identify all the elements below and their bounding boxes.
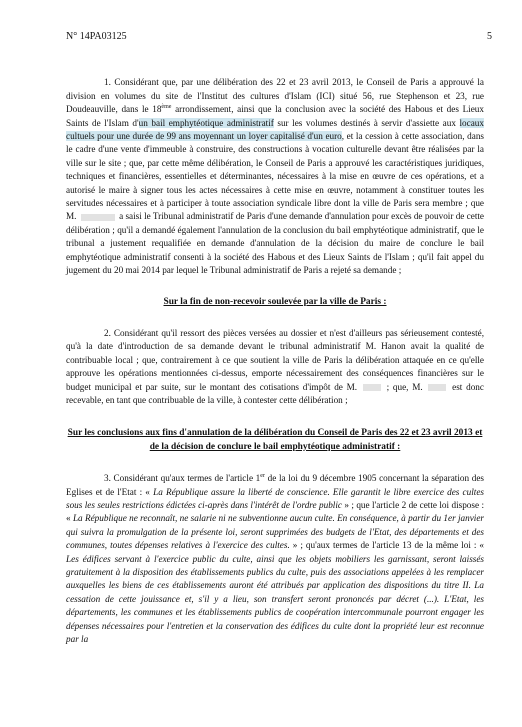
quote-article-13: Les édifices servant à l'exercice public du culte, ainsi que les objets mobiliers les garnissant, seront laissés gratuitement à la disposition des établissements publics du culte, puis des associations appelées à les remplacer auxquelles les biens de ces établissements auront été attribués par application des dispositions du titre II. La cessation de cette jouissance et, s'il y a lieu, son transfert seront prononcés par décret (...). L'Etat, les départements, les communes et les établissements publics de coopération intercommunale pourront engager les dépenses nécessaires pour l'entretien et la conservation des édifices du culte dont la propriété leur est reconnue par la [66,553,484,645]
p1-sup: ème [161,104,172,111]
paragraph-1 [66,76,484,277]
page-number: 5 [487,31,492,42]
paragraph-2 [66,327,484,407]
section-heading-2: Sur les conclusions aux fins d'annulation de la délibération du Conseil de Paris des 22 et 23 avril 2013 et de la décision de conclure le bail emphytéotique administratif : [67,428,483,452]
redacted-name [81,214,115,221]
p3-text-d: » ; qu'aux termes de l'article 13 de la même loi : « [289,540,485,551]
p3-sup: er [260,473,265,480]
quote-article-2: La République ne reconnaît, ne salarie ni ne subventionne aucun culte. En conséquence, à partir du 1er janvier qui suivra la promulgation de la présente loi, seront supprimées des budgets de l'Etat, des départements et des communes, toutes dépenses relatives à l'exercice des cultes. [66,513,484,551]
p1-text-e: a saisi le Tribunal administratif de Paris d'une demande d'annulation pour excès de pouvoir de cette délibération ; qu'il a demandé également l'annulation de la conclusion du bail emphytéotique administratif, que le tribunal a justement requalifiée en demande d'annulation de la décision du maire de conclure le bail emphytéotique administratif consenti à la société des Habous et des Lieux Saints de l'Islam ; qu'il fait appel du jugement du 20 mai 2014 par lequel le Tribunal administratif de Paris a rejeté sa demande ; [66,211,485,276]
p3-text-c: » ; que l'article 2 de cette loi dispose : « [66,499,484,524]
p3-text-b: de la loi du 9 décembre 1905 concernant la séparation des Eglises et de l'Etat : « [66,473,485,497]
quote-article-1: La République assure la liberté de conscience. Elle garantit le libre exercice des cultes sous les seules restrictions édictées ci-après dans l'intérêt de l'ordre public [66,486,484,510]
highlight-bail: un bail emphytéotique administratif [138,117,274,128]
p3-text-a: 3. Considérant qu'aux termes de l'article 1 [104,473,261,484]
redacted-name [363,384,381,391]
p1-text-b: arrondissement, ainsi que la conclusion avec la société des Habous et des Lieux Saints de l'Islam d' [66,104,484,128]
section-heading-1: Sur la fin de non-recevoir soulevée par la ville de Paris : [163,296,387,307]
page-header [66,30,492,43]
highlight-loyer: locaux cultuels pour une durée de 99 ans moyennant un loyer capitalisé d'un euro [66,117,484,142]
p2-text-b: ; que, M. [386,381,423,392]
redacted-name [428,384,446,391]
p1-text-a: 1. Considérant que, par une délibération des 22 et 23 avril 2013, le Conseil de Paris a approuvé la division en volumes du site de l'Institut des cultures d'Islam (ICI) situé 56, rue Stephenson et 23, rue Doudeauville, dans le 18 [66,77,484,115]
paragraph-3 [66,472,484,646]
p1-text-c: sur les volumes destinés à servir d'assiette aux [273,117,460,128]
p1-text-d: , et la cession à cette association, dans le cadre d'une vente d'immeuble à construire, des constructions à vocation culturelle devant être réalisées par la ville sur le site ; que, par cette même délibération, le Conseil de Paris a approuvé les caractéristiques juridiques, techniques et financières, essentielles et déterminantes, nécessaires à la mise en œuvre de ces opérations, et a autorisé le maire à signer tous les actes nécessaires à cette mise en œuvre, notamment à constituer toutes les servitudes nécessaires et à participer à toute association syndicale libre dont la ville de Paris sera membre ; que M. [66,131,484,222]
case-number: N° 14PA03125 [66,31,127,42]
p2-text-c: est donc recevable, en tant que contribuable de la ville, à contester cette délibération ; [66,381,484,405]
p2-text-a: 2. Considérant qu'il ressort des pièces versées au dossier et n'est d'ailleurs pas sérieusement contesté, qu'à la date d'introduction de sa demande devant le tribunal administratif M. Hanon avait la qualité de contribuable local ; que, contrairement à ce que soutient la ville de Paris la délibération attaquée en ce qu'elle approuve les opérations mentionnées ci-dessus, emporte nécessairement des conséquences financières sur le budget municipal et par suite, sur le montant des cotisations d'impôt de M. [66,327,484,392]
